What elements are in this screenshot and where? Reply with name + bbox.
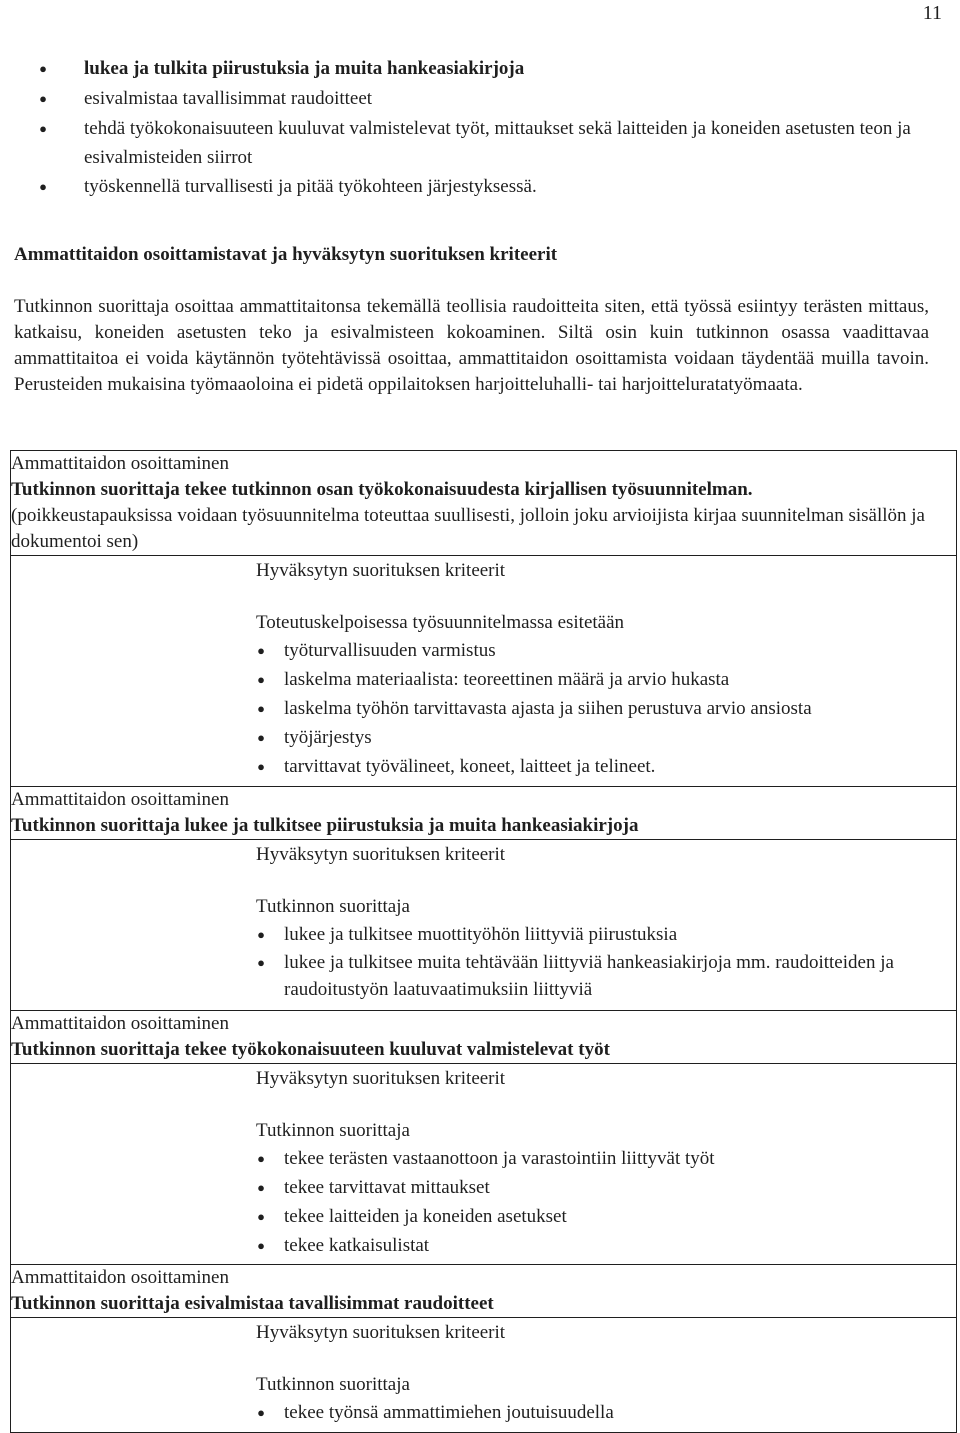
list-item — [256, 1202, 956, 1231]
table-row — [11, 1011, 957, 1064]
assessment-table — [10, 450, 957, 1433]
criteria-title: Hyväksytyn suorituksen kriteerit — [256, 1068, 506, 1089]
list-item-text: laskelma materiaalista: teoreettinen määrä ja arvio hukasta — [284, 669, 730, 690]
list-item-text: lukee ja tulkitsee muita tehtävään liittyviä hankeasiakirjoja mm. raudoitteiden ja raudoitustyön laatuvaatimuksiin liittyviä — [284, 952, 894, 1000]
demonstration-cell — [11, 787, 957, 840]
list-item — [256, 694, 956, 723]
list-item-text: esivalmistaa tavallisimmat raudoitteet — [84, 88, 373, 109]
list-item-text: tekee tarvittavat mittaukset — [284, 1177, 490, 1198]
list-item-text: tehdä työkokonaisuuteen kuuluvat valmistelevat työt, mittaukset sekä laitteiden ja koneiden asetusten teon ja esivalmisteiden siirrot — [84, 118, 911, 168]
list-item-text: tekee terästen vastaanottoon ja varastointiin liittyvät työt — [284, 1148, 715, 1169]
table-row — [11, 1265, 957, 1318]
list-item — [256, 723, 956, 752]
table-row — [11, 840, 957, 1011]
demonstration-note: (poikkeustapauksissa voidaan työsuunnitelma toteuttaa suullisesti, jolloin joku arvioijista kirjaa suunnitelman sisällön ja dokumentoi sen) — [11, 505, 925, 552]
table-row — [11, 451, 957, 556]
demonstration-cell — [11, 1011, 957, 1064]
bullet-icon: ● — [39, 61, 47, 76]
demonstration-task: Tutkinnon suorittaja tekee tutkinnon osan työkokonaisuudesta kirjallisen työsuunnitelman. — [11, 479, 753, 500]
criteria-cell — [11, 1064, 957, 1265]
criteria-cell — [11, 840, 957, 1011]
list-item — [36, 114, 936, 172]
list-item — [36, 172, 936, 202]
list-item — [256, 1144, 956, 1173]
list-item-text: lukea ja tulkita piirustuksia ja muita hankeasiakirjoja — [84, 58, 525, 79]
demonstration-task: Tutkinnon suorittaja lukee ja tulkitsee piirustuksia ja muita hankeasiakirjoja — [11, 815, 639, 836]
list-item — [256, 1398, 956, 1427]
list-item — [256, 665, 956, 694]
bullet-icon: ● — [257, 1180, 265, 1195]
demonstration-label: Ammattitaidon osoittaminen — [11, 1013, 229, 1034]
criteria-intro: Toteutuskelpoisessa työsuunnitelmassa esitetään — [256, 612, 625, 633]
bullet-icon: ● — [257, 643, 265, 658]
criteria-title: Hyväksytyn suorituksen kriteerit — [256, 1322, 506, 1343]
list-item — [256, 1173, 956, 1202]
bullet-icon: ● — [257, 1405, 265, 1420]
list-item-text: tarvittavat työvälineet, koneet, laitteet ja telineet. — [284, 756, 656, 777]
table-row — [11, 1318, 957, 1433]
list-item-text: työturvallisuuden varmistus — [284, 640, 496, 661]
list-item-text: tekee laitteiden ja koneiden asetukset — [284, 1206, 567, 1227]
list-item — [36, 54, 936, 84]
demonstration-cell — [11, 451, 957, 556]
list-item-text: laskelma työhön tarvittavasta ajasta ja siihen perustuva arvio ansiosta — [284, 698, 812, 719]
page-number: 11 — [922, 2, 942, 24]
criteria-intro: Tutkinnon suorittaja — [256, 1120, 410, 1141]
bullet-icon: ● — [257, 1238, 265, 1253]
bullet-icon: ● — [39, 179, 47, 194]
list-item — [256, 920, 956, 949]
list-item-text: työskennellä turvallisesti ja pitää työkohteen järjestyksessä. — [84, 176, 537, 197]
bullet-icon: ● — [257, 730, 265, 745]
demonstration-task: Tutkinnon suorittaja tekee työkokonaisuuteen kuuluvat valmistelevat työt — [11, 1039, 610, 1060]
criteria-title: Hyväksytyn suorituksen kriteerit — [256, 844, 506, 865]
criteria-intro: Tutkinnon suorittaja — [256, 896, 410, 917]
demonstration-task: Tutkinnon suorittaja esivalmistaa tavallisimmat raudoitteet — [11, 1293, 494, 1314]
list-item — [256, 636, 956, 665]
criteria-cell — [11, 1318, 957, 1433]
bullet-icon: ● — [257, 701, 265, 716]
criteria-cell — [11, 556, 957, 787]
intro-paragraph: Tutkinnon suorittaja osoittaa ammattitaitonsa tekemällä teollisia raudoitteita siten, että työssä esiintyy terästen mittaus, katkaisu, koneiden asetusten teko ja esivalmisteen kokoaminen. Siltä osin kuin tutkinnon osassa vaadittavaa ammattitaitoa ei voida käytännön työtehtävissä osoittaa, ammattitaidon osoittamista voidaan täydentää muilla tavoin. Perusteiden mukaisina työmaaoloina ei pidetä oppilaitoksen harjoitteluhalli- tai harjoitteluratatyömaata. — [14, 296, 929, 395]
criteria-intro: Tutkinnon suorittaja — [256, 1374, 410, 1395]
list-item — [36, 84, 936, 114]
bullet-icon: ● — [39, 91, 47, 106]
bullet-icon: ● — [257, 672, 265, 687]
list-item — [256, 949, 956, 1003]
bullet-icon: ● — [39, 121, 47, 136]
criteria-list — [256, 1398, 956, 1427]
list-item — [256, 752, 956, 781]
list-item-text: työjärjestys — [284, 727, 372, 748]
demonstration-cell — [11, 1265, 957, 1318]
criteria-list — [256, 636, 956, 781]
bullet-icon: ● — [257, 759, 265, 774]
criteria-list — [256, 1144, 956, 1260]
bullet-icon: ● — [257, 1151, 265, 1166]
table-row — [11, 1064, 957, 1265]
demonstration-label: Ammattitaidon osoittaminen — [11, 453, 229, 474]
table-row — [11, 787, 957, 840]
list-item-text: lukee ja tulkitsee muottityöhön liittyviä piirustuksia — [284, 924, 678, 945]
table-row — [11, 556, 957, 787]
list-item-text: tekee katkaisulistat — [284, 1235, 430, 1256]
criteria-list — [256, 920, 956, 1003]
section-heading: Ammattitaidon osoittamistavat ja hyväksytyn suorituksen kriteerit — [14, 244, 558, 265]
criteria-title: Hyväksytyn suorituksen kriteerit — [256, 560, 506, 581]
bullet-icon: ● — [257, 1209, 265, 1224]
bullet-icon: ● — [257, 955, 265, 970]
list-item — [256, 1231, 956, 1260]
demonstration-label: Ammattitaidon osoittaminen — [11, 1267, 229, 1288]
bullet-icon: ● — [257, 927, 265, 942]
demonstration-label: Ammattitaidon osoittaminen — [11, 789, 229, 810]
competence-list — [36, 54, 936, 202]
list-item-text: tekee työnsä ammattimiehen joutuisuudella — [284, 1402, 614, 1423]
